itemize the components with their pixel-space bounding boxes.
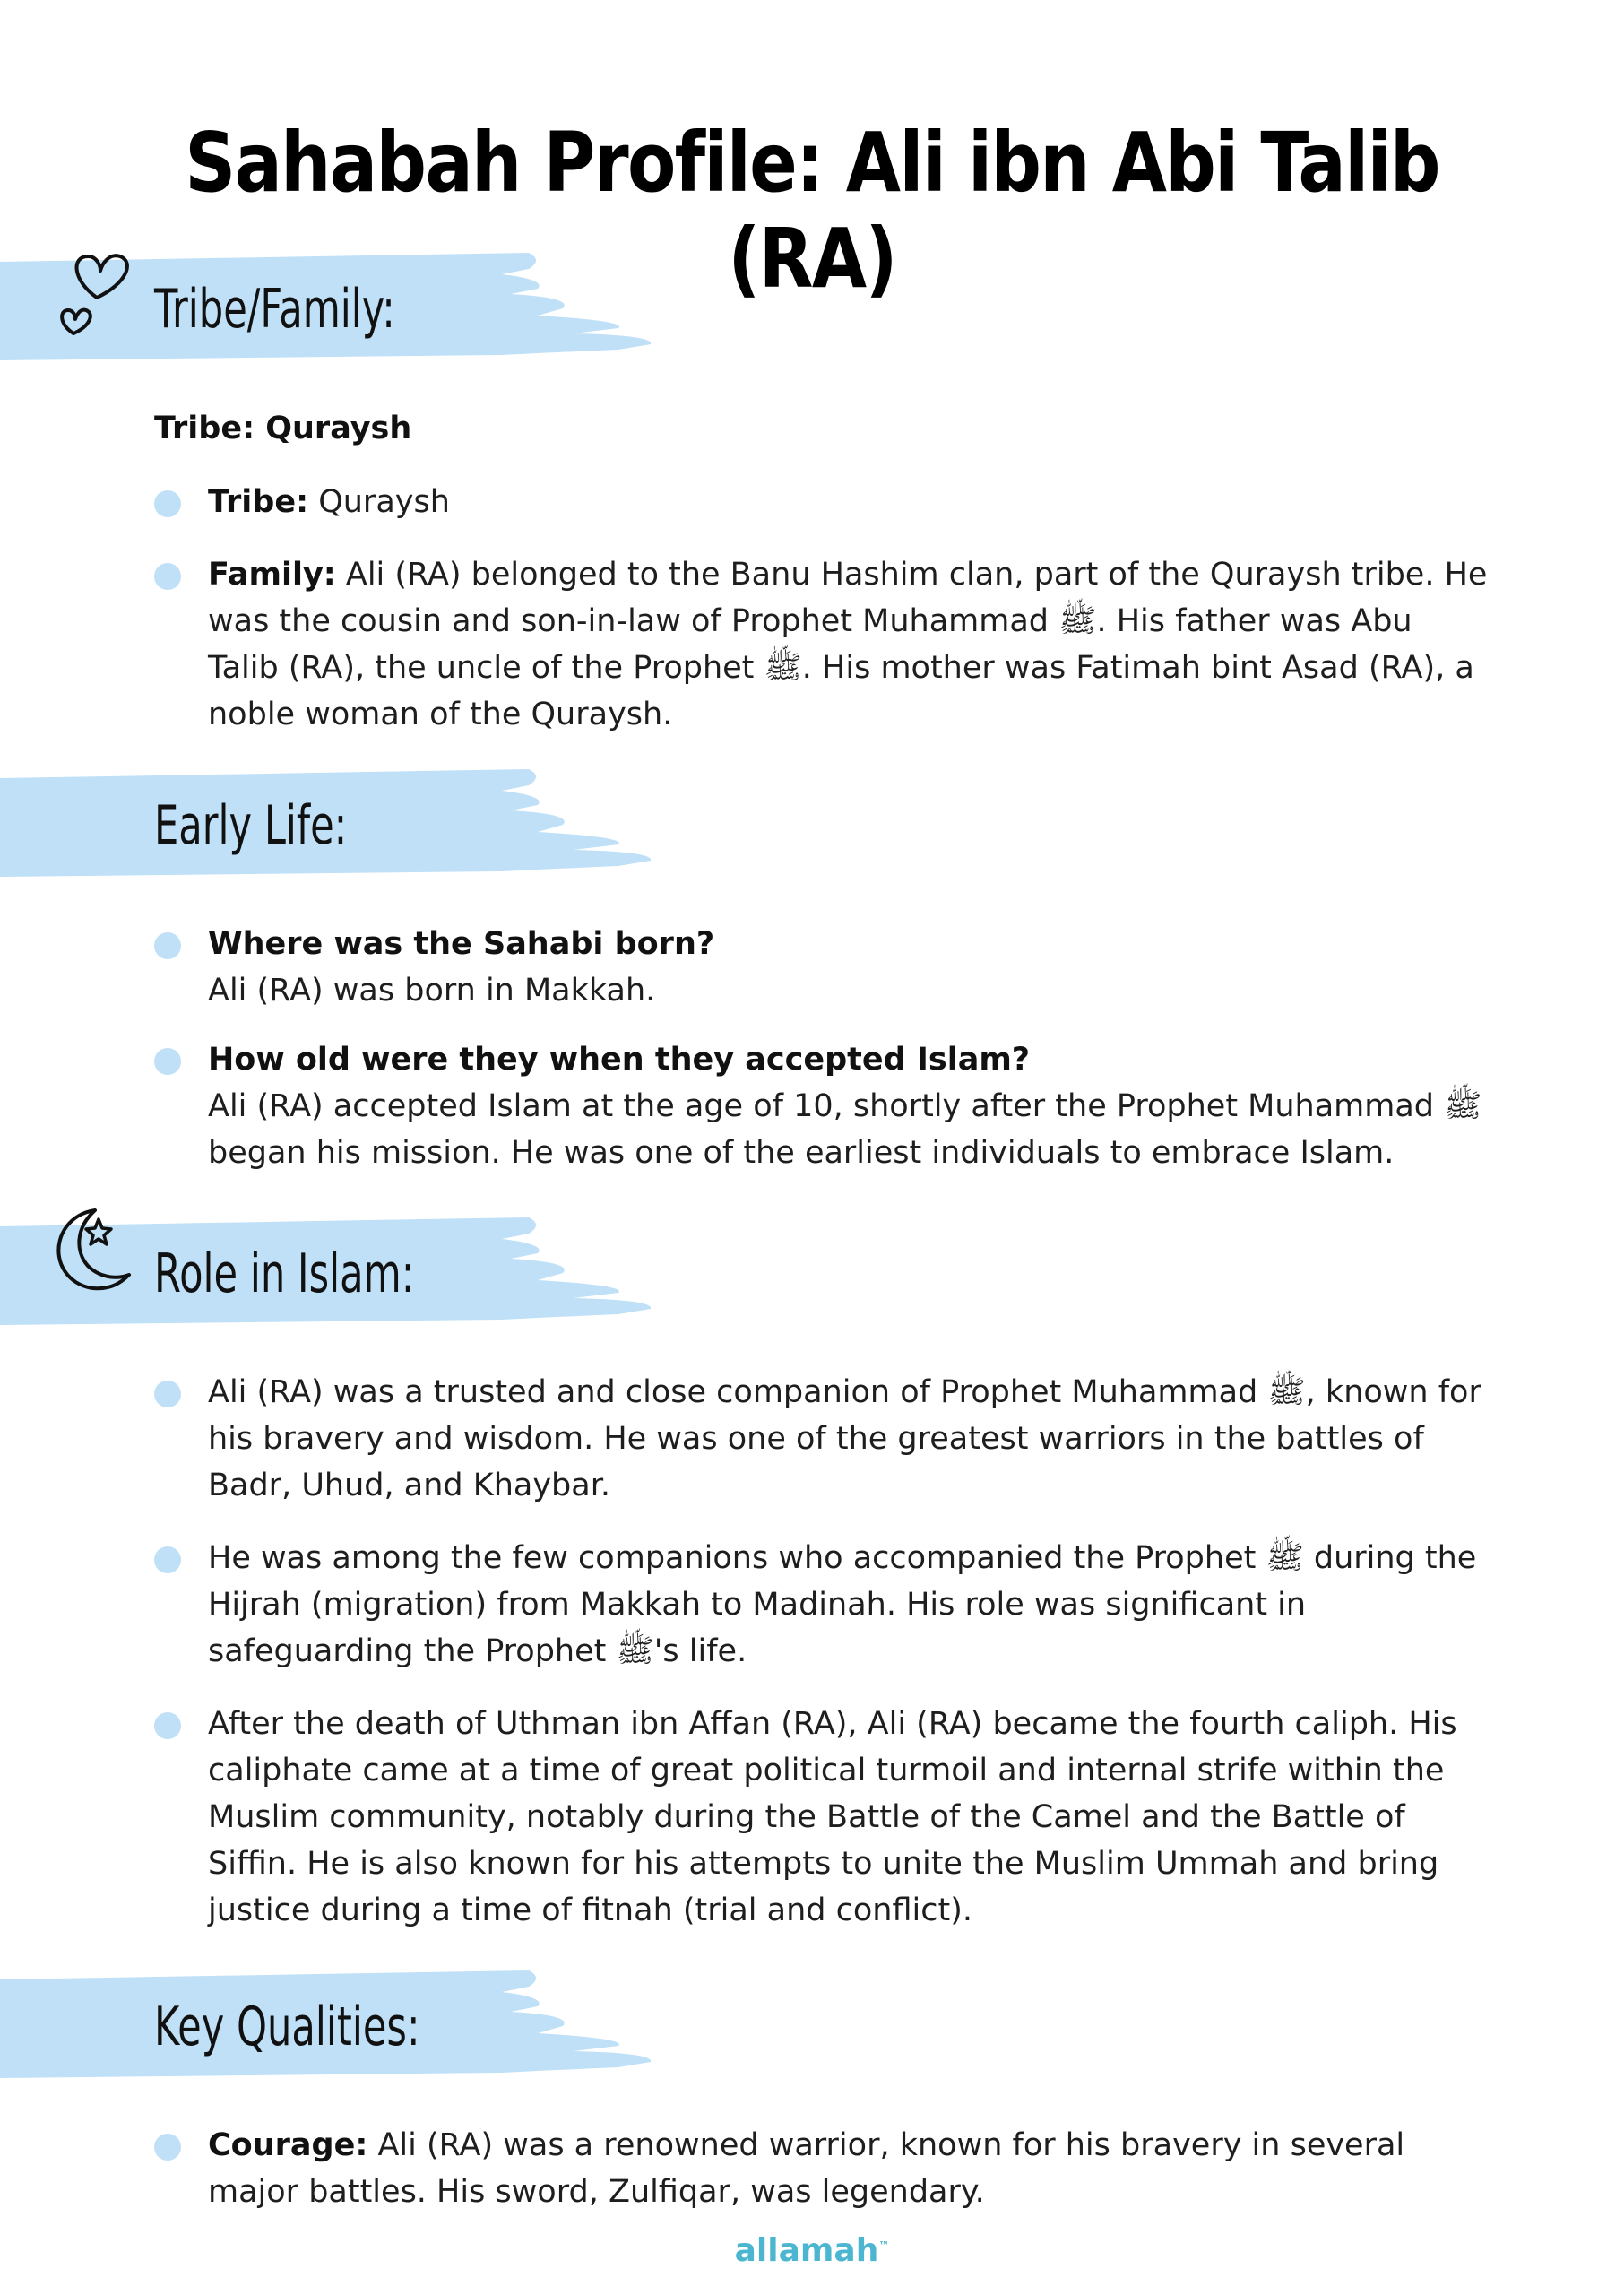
tribe-plain-line: Tribe: Quraysh [154, 411, 412, 446]
crescent-star-icon [43, 1199, 142, 1298]
item-label: Courage: [208, 2127, 368, 2163]
hearts-icon [54, 244, 134, 342]
bullet-dot [154, 1546, 181, 1573]
section-banner-early-life [0, 751, 663, 895]
bullet-dot [154, 932, 181, 959]
item-label: Family: [208, 557, 336, 593]
section-banner-role [0, 1199, 663, 1343]
section-banner-tribe [0, 235, 663, 378]
item-question: How old were they when they accepted Islam? [208, 1042, 1031, 1078]
list-item-family [208, 551, 1490, 738]
list-item-role-2: He was among the few companions who accompanied the Prophet ﷺ during the Hijrah (migration) from Makkah to Madinah. His role was significant in safeguarding the Prophet ﷺ's life. [208, 1540, 1477, 1669]
page-title: Sahabah Profile: Ali ibn Abi Talib (RA) [185, 115, 1439, 307]
logo-text: allamah [734, 2232, 879, 2269]
item-text: Ali (RA) was a renowned warrior, known for his bravery in several major battles. His sword, Zulfiqar, was legendary. [208, 2127, 1405, 2210]
item-text: Quraysh [308, 484, 450, 520]
bullet-dot [154, 563, 181, 590]
section-heading-tribe: Tribe/Family: [154, 278, 395, 341]
list-item-tribe [208, 479, 1490, 525]
bullet-dot [154, 2134, 181, 2161]
logo-trademark: ™ [878, 2239, 890, 2252]
list-item-role-1: Ali (RA) was a trusted and close companion of Prophet Muhammad ﷺ, known for his bravery and wisdom. He was one of the greatest warriors in the battles of Badr, Uhud, and Khaybar. [208, 1374, 1481, 1503]
section-heading-role: Role in Islam: [154, 1243, 415, 1305]
section-heading-early-life: Early Life: [154, 794, 348, 857]
bullet-dot [154, 1048, 181, 1075]
bullet-dot [154, 490, 181, 517]
bullet-dot [154, 1381, 181, 1407]
item-text: Ali (RA) belonged to the Banu Hashim clan, part of the Quraysh tribe. He was the cousin and son-in-law of Prophet Muhammad ﷺ. His father was Abu Talib (RA), the uncle of the Prophet ﷺ. His mother was Fatimah bint Asad (RA), a noble woman of the Quraysh. [208, 557, 1488, 732]
item-question: Where was the Sahabi born? [208, 926, 715, 962]
list-item-born [208, 921, 1490, 1014]
footer-logo [0, 2232, 1624, 2269]
list-item-role-3: After the death of Uthman ibn Affan (RA), Ali (RA) became the fourth caliph. His caliphate came at a time of great political turmoil and internal strife within the Muslim community, notably during the Battle of the Camel and the Battle of Siffin. He is also known for his attempts to unite the Muslim Ummah and bring justice during a time of fitnah (trial and conflict). [208, 1706, 1457, 1928]
item-answer: Ali (RA) accepted Islam at the age of 10, shortly after the Prophet Muhammad ﷺ began his mission. He was one of the earliest individuals to embrace Islam. [208, 1088, 1482, 1171]
bullet-dot [154, 1712, 181, 1739]
item-answer: Ali (RA) was born in Makkah. [208, 973, 656, 1009]
list-item-courage [208, 2122, 1490, 2215]
section-heading-qualities: Key Qualities: [154, 1996, 420, 2058]
list-item-accepted-islam [208, 1036, 1490, 1176]
section-banner-qualities [0, 1953, 663, 2096]
item-label: Tribe: [208, 484, 309, 520]
